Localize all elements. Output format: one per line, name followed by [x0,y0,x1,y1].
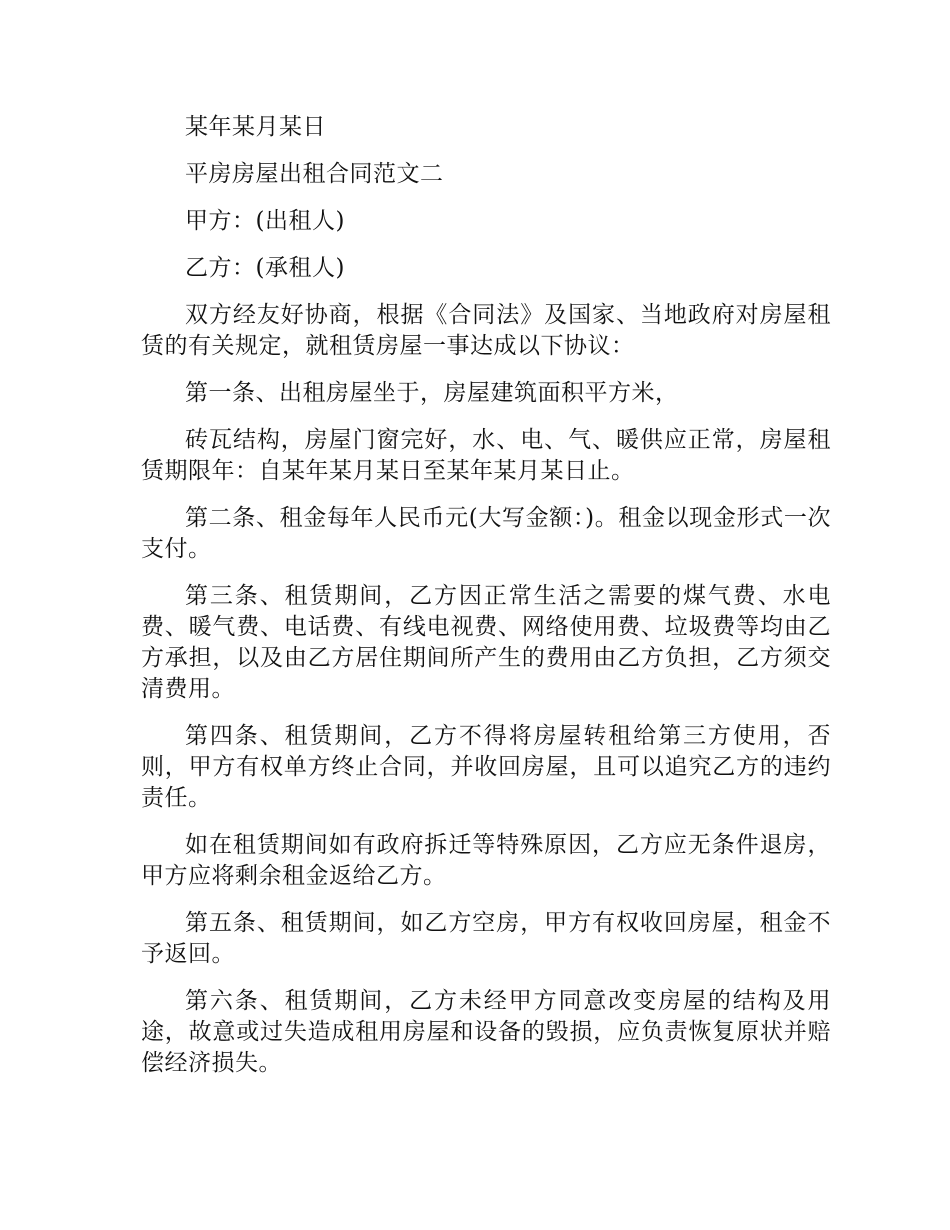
article-6-paragraph: 第六条、租赁期间，乙方未经甲方同意改变房屋的结构及用途，故意或过失造成租用房屋和设备的毁损，应负责恢复原状并赔偿经济损失。 [141,988,831,1076]
demolition-clause-paragraph: 如在租赁期间如有政府拆迁等特殊原因，乙方应无条件退房，甲方应将剩余租金返给乙方。 [141,832,831,889]
party-b-line: 乙方：(承租人) [185,255,345,281]
article-1-continued-paragraph: 砖瓦结构，房屋门窗完好，水、电、气、暖供应正常，房屋租赁期限年：自某年某月某日至某年某月某日止。 [141,427,831,484]
party-a-line: 甲方：(出租人) [185,208,345,234]
contract-title: 平房房屋出租合同范文二 [185,161,444,187]
document-body [141,112,831,1095]
article-5-paragraph: 第五条、租赁期间，如乙方空房，甲方有权收回房屋，租金不予返回。 [141,910,831,967]
article-2-paragraph: 第二条、租金每年人民币元(大写金额：)。租金以现金形式一次支付。 [141,505,831,562]
article-1-paragraph: 第一条、出租房屋坐于，房屋建筑面积平方米， [185,380,679,406]
date-line: 某年某月某日 [185,114,326,140]
preamble-paragraph: 双方经友好协商，根据《合同法》及国家、当地政府对房屋租赁的有关规定，就租赁房屋一事达成以下协议： [141,302,831,359]
article-3-paragraph: 第三条、租赁期间，乙方因正常生活之需要的煤气费、水电费、暖气费、电话费、有线电视费、网络使用费、垃圾费等均由乙方承担，以及由乙方居住期间所产生的费用由乙方负担，乙方须交清费用。 [141,583,831,702]
article-4-paragraph: 第四条、租赁期间，乙方不得将房屋转租给第三方使用，否则，甲方有权单方终止合同，并收回房屋，且可以追究乙方的违约责任。 [141,723,831,811]
